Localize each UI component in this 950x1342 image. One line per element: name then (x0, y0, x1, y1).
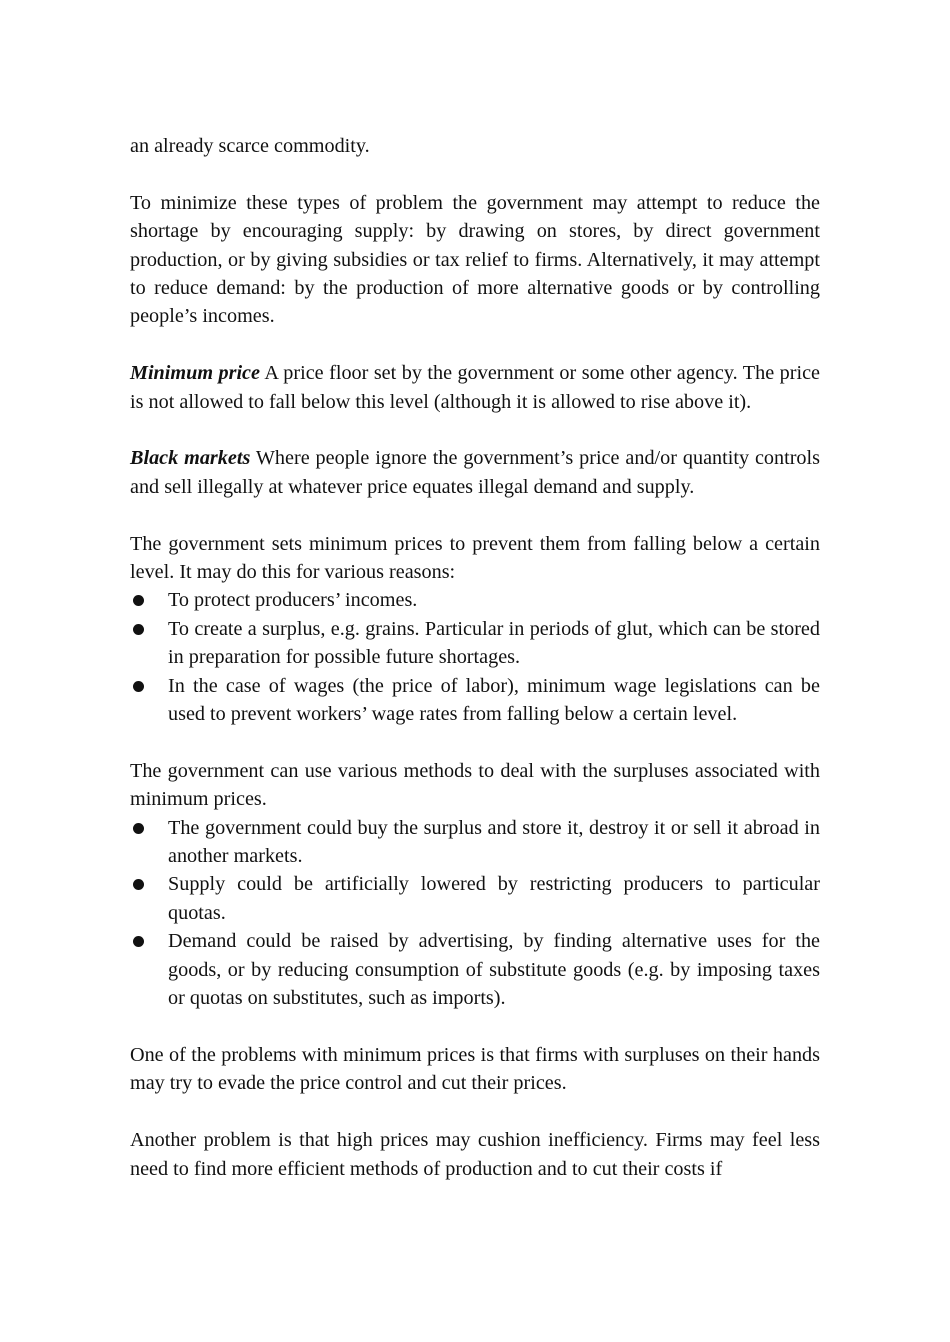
paragraph-inefficiency-problem: Another problem is that high prices may cushion inefficiency. Firms may feel less need to find more efficient methods of production and to cut their costs if (130, 1129, 820, 1180)
paragraph-evasion-problem: One of the problems with minimum prices is that firms with surpluses on their hands may try to evade the price control and cut their prices. (130, 1043, 820, 1095)
list-item-text: To protect producers’ incomes. (168, 589, 418, 612)
paragraph-shortage-measures: To minimize these types of problem the government may attempt to reduce the shortage by encouraging supply: by drawing on stores, by direct government production, or by giving subsidies or tax relief to firms. Alternatively, it may attempt to reduce demand: by the production of more alternative goods or by controlling people’s incomes. (130, 191, 820, 328)
list-item (130, 870, 820, 927)
list-item (130, 586, 820, 614)
list-item-text: Supply could be artificially lowered by restricting producers to particular quotas. (168, 873, 820, 924)
term-minimum-price: Minimum price (130, 362, 260, 385)
bullet-icon (133, 624, 144, 635)
bullet-icon (133, 595, 144, 606)
definition-text-black-markets: Where people ignore the government’s price and/or quantity controls and sell illegally at whatever price equates illegal demand and supply. (130, 447, 820, 498)
definition-black-markets (130, 444, 820, 501)
list-item-text: To create a surplus, e.g. grains. Particular in periods of glut, which can be stored in preparation for possible future shortages. (168, 617, 820, 669)
definition-text-minimum-price: A price floor set by the government or some other agency. The price is not allowed to fall below this level (although it is allowed to rise above it). (130, 362, 820, 413)
list-item-text: Demand could be raised by advertising, by finding alternative uses for the goods, or by reducing consumption of substitute goods (e.g. by imposing taxes or quotas on substitutes, such as imports). (168, 930, 820, 1010)
list-item (130, 927, 820, 1012)
list-item (130, 672, 820, 729)
list-item-text: The government could buy the surplus and store it, destroy it or sell it abroad in another markets. (168, 816, 820, 868)
list-item (130, 814, 820, 871)
list-item (130, 615, 820, 672)
bullet-icon (133, 936, 144, 947)
list-item-text: In the case of wages (the price of labor), minimum wage legislations can be used to prevent workers’ wage rates from falling below a certain level. (168, 674, 820, 726)
paragraph-minimum-price-reasons: The government sets minimum prices to prevent them from falling below a certain level. It may do this for various reasons: (130, 532, 820, 584)
definition-minimum-price (130, 359, 820, 416)
paragraph-continuation: an already scarce commodity. (130, 135, 370, 157)
methods-list (130, 814, 820, 1013)
document-page (130, 132, 820, 1183)
term-black-markets: Black markets (130, 447, 251, 470)
reasons-list (130, 586, 820, 728)
bullet-icon (133, 879, 144, 890)
bullet-icon (133, 681, 144, 692)
paragraph-surplus-methods: The government can use various methods to deal with the surpluses associated with minimum prices. (130, 759, 820, 811)
bullet-icon (133, 823, 144, 834)
